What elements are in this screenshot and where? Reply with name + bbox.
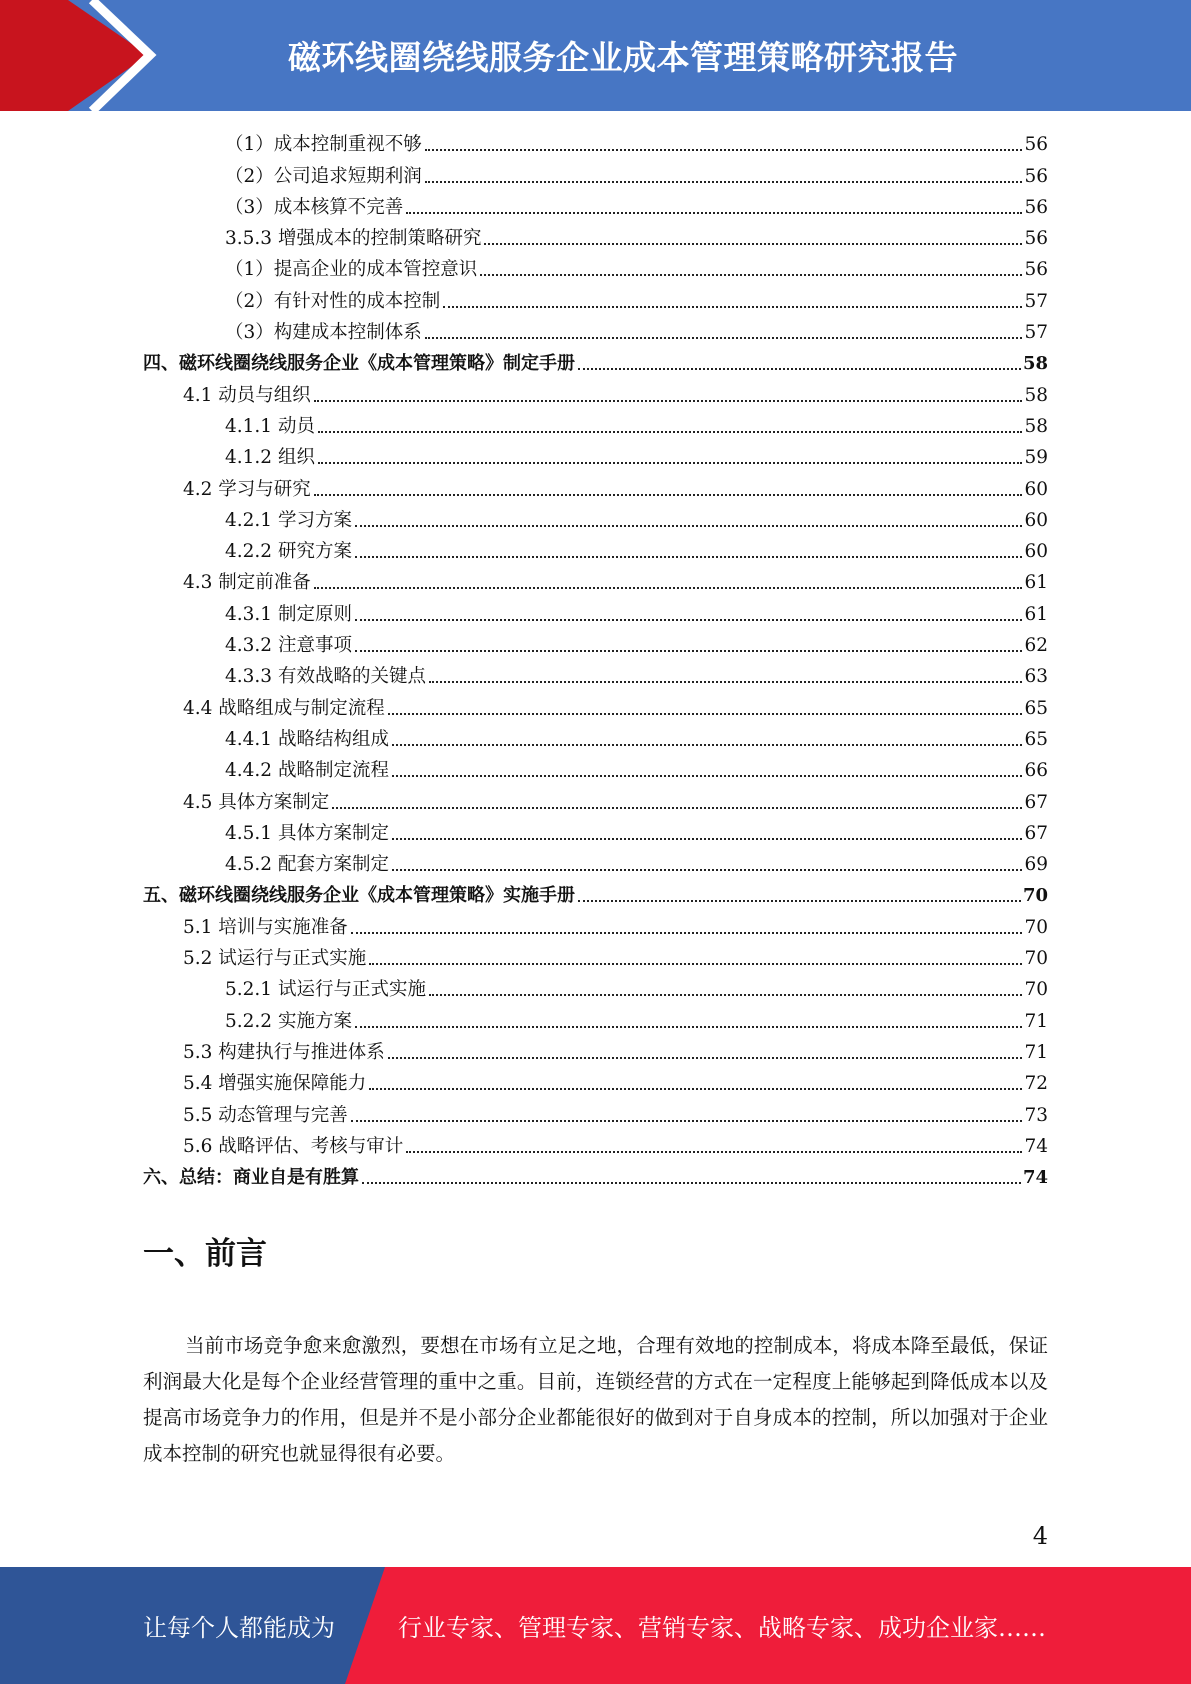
toc-entry[interactable] <box>143 347 1048 378</box>
toc-entry-title: 5.2 试运行与正式实施 <box>183 948 367 970</box>
toc-leader-dots <box>429 994 1022 996</box>
toc-leader-dots <box>369 1088 1022 1090</box>
toc-entry-title: 4.3.2 注意事项 <box>225 635 352 657</box>
toc-entry-title: （1）成本控制重视不够 <box>225 134 422 156</box>
toc-leader-dots <box>355 1026 1023 1028</box>
toc-entry[interactable] <box>143 785 1048 816</box>
toc-leader-dots <box>429 681 1022 683</box>
toc-entry-page: 62 <box>1024 635 1048 657</box>
toc-entry-page: 70 <box>1024 948 1048 970</box>
toc-entry-title: 4.2.2 研究方案 <box>225 541 352 563</box>
toc-entry-title: 5.6 战略评估、考核与审计 <box>183 1135 404 1157</box>
toc-entry-page: 73 <box>1024 1104 1048 1126</box>
section-heading: 一、前言 <box>143 1236 267 1272</box>
toc-entry-title: 4.2 学习与研究 <box>183 478 311 500</box>
toc-entry-page: 65 <box>1024 697 1048 719</box>
toc-entry-title: 5.1 培训与实施准备 <box>183 916 348 938</box>
toc-leader-dots <box>332 807 1022 809</box>
toc-entry-title: 4.2.1 学习方案 <box>225 509 352 531</box>
toc-entry-title: （3）构建成本控制体系 <box>225 322 422 344</box>
toc-entry-title: 4.3 制定前准备 <box>183 572 311 594</box>
toc-entry-page: 63 <box>1024 666 1048 688</box>
toc-entry-page: 66 <box>1024 760 1048 782</box>
toc-entry-title: （3）成本核算不完善 <box>225 196 404 218</box>
toc-entry[interactable] <box>143 222 1048 253</box>
toc-leader-dots <box>369 963 1022 965</box>
toc-entry[interactable] <box>143 1098 1048 1129</box>
toc-leader-dots <box>314 400 1023 402</box>
toc-entry-title: 五、磁环线圈绕线服务企业《成本管理策略》实施手册 <box>143 885 575 907</box>
toc-leader-dots <box>392 838 1022 840</box>
toc-entry-page: 60 <box>1024 478 1048 500</box>
page-number: 4 <box>1032 1522 1048 1550</box>
page-header <box>0 0 1191 111</box>
toc-entry-title: （2）公司追求短期利润 <box>225 165 422 187</box>
toc-entry[interactable] <box>143 723 1048 754</box>
toc-entry-title: （1）提高企业的成本管控意识 <box>225 259 478 281</box>
toc-leader-dots <box>351 932 1023 934</box>
toc-entry-page: 58 <box>1024 415 1048 437</box>
toc-entry-page: 74 <box>1022 1167 1048 1189</box>
toc-entry-title: 5.5 动态管理与完善 <box>183 1104 348 1126</box>
toc-entry[interactable] <box>143 973 1048 1004</box>
toc-entry[interactable] <box>143 1161 1048 1192</box>
toc-entry[interactable] <box>143 848 1048 879</box>
toc-entry-page: 59 <box>1024 447 1048 469</box>
toc-entry-page: 69 <box>1024 854 1048 876</box>
toc-leader-dots <box>318 431 1023 433</box>
toc-entry-title: 4.1.2 组织 <box>225 447 315 469</box>
toc-leader-dots <box>443 306 1022 308</box>
toc-leader-dots <box>392 744 1022 746</box>
toc-leader-dots <box>388 713 1023 715</box>
toc-entry-page: 56 <box>1024 259 1048 281</box>
toc-entry-title: 3.5.3 增强成本的控制策略研究 <box>225 228 482 250</box>
toc-entry[interactable] <box>143 566 1048 597</box>
toc-entry[interactable] <box>143 535 1048 566</box>
toc-entry-page: 56 <box>1024 228 1048 250</box>
toc-entry-title: 4.1 动员与组织 <box>183 384 311 406</box>
toc-entry-title: 4.5 具体方案制定 <box>183 791 330 813</box>
toc-leader-dots <box>425 337 1023 339</box>
toc-entry-page: 58 <box>1022 353 1048 375</box>
toc-entry[interactable] <box>143 1067 1048 1098</box>
toc-leader-dots <box>355 650 1023 652</box>
body-paragraph: 当前市场竞争愈来愈激烈，要想在市场有立足之地，合理有效地的控制成本，将成本降至最低，保证利润最大化是每个企业经营管理的重中之重。目前，连锁经营的方式在一定程度上能够起到降低成本以及提高市场竞争力的作用，但是并不是小部分企业都能很好的做到对于自身成本的控制，所以加强对于企业成本控制的研究也就显得很有必要。 <box>143 1334 1048 1465</box>
toc-entry[interactable] <box>143 504 1048 535</box>
toc-entry-page: 56 <box>1024 196 1048 218</box>
toc-entry-title: 4.4.2 战略制定流程 <box>225 760 389 782</box>
toc-entry[interactable] <box>143 817 1048 848</box>
toc-entry[interactable] <box>143 441 1048 472</box>
toc-entry-page: 60 <box>1024 509 1048 531</box>
toc-entry-page: 58 <box>1024 384 1048 406</box>
toc-entry-title: 5.2.1 试运行与正式实施 <box>225 979 426 1001</box>
toc-entry-title: 4.5.2 配套方案制定 <box>225 854 389 876</box>
toc-entry[interactable] <box>143 597 1048 628</box>
toc-leader-dots <box>406 1151 1022 1153</box>
toc-leader-dots <box>388 1057 1023 1059</box>
toc-leader-dots <box>355 525 1023 527</box>
toc-entry-title: 4.3.3 有效战略的关键点 <box>225 666 426 688</box>
toc-entry-page: 67 <box>1024 822 1048 844</box>
toc-entry-page: 67 <box>1024 791 1048 813</box>
toc-leader-dots <box>351 1120 1023 1122</box>
toc-leader-dots <box>392 775 1022 777</box>
toc-leader-dots <box>480 274 1022 276</box>
toc-leader-dots <box>425 181 1023 183</box>
toc-entry[interactable] <box>143 410 1048 441</box>
toc-leader-dots <box>578 368 1021 370</box>
toc-entry[interactable] <box>143 472 1048 503</box>
toc-entry-page: 70 <box>1024 916 1048 938</box>
toc-entry[interactable] <box>143 253 1048 284</box>
toc-entry-page: 70 <box>1024 979 1048 1001</box>
toc-entry[interactable] <box>143 1004 1048 1035</box>
toc-entry[interactable] <box>143 879 1048 910</box>
toc-entry-page: 57 <box>1024 290 1048 312</box>
toc-entry-page: 65 <box>1024 728 1048 750</box>
footer-slogan: 让每个人都能成为 <box>143 1614 335 1642</box>
toc-entry-page: 60 <box>1024 541 1048 563</box>
toc-entry-page: 71 <box>1024 1010 1048 1032</box>
toc-entry[interactable] <box>143 316 1048 347</box>
toc-leader-dots <box>318 462 1023 464</box>
toc-entry[interactable] <box>143 1130 1048 1161</box>
toc-entry[interactable] <box>143 754 1048 785</box>
toc-leader-dots <box>578 900 1021 902</box>
toc-entry[interactable] <box>143 629 1048 660</box>
footer-roles: 行业专家、管理专家、营销专家、战略专家、成功企业家…… <box>398 1614 1046 1642</box>
toc-entry-title: 5.2.2 实施方案 <box>225 1010 352 1032</box>
toc-entry[interactable] <box>143 910 1048 941</box>
toc-leader-dots <box>392 869 1022 871</box>
toc-leader-dots <box>314 494 1023 496</box>
toc-entry-title: 4.4 战略组成与制定流程 <box>183 697 385 719</box>
toc-entry[interactable] <box>143 159 1048 190</box>
toc-entry[interactable] <box>143 191 1048 222</box>
toc-entry-page: 72 <box>1024 1073 1048 1095</box>
page-footer <box>0 1567 1191 1684</box>
toc-entry[interactable] <box>143 128 1048 159</box>
toc-leader-dots <box>355 556 1023 558</box>
toc-entry-page: 74 <box>1024 1135 1048 1157</box>
toc-entry-page: 61 <box>1024 603 1048 625</box>
toc-entry-title: （2）有针对性的成本控制 <box>225 290 441 312</box>
toc-entry[interactable] <box>143 660 1048 691</box>
toc-entry-page: 56 <box>1024 165 1048 187</box>
toc-entry-page: 71 <box>1024 1041 1048 1063</box>
toc-entry-title: 5.4 增强实施保障能力 <box>183 1073 367 1095</box>
toc-entry-title: 4.5.1 具体方案制定 <box>225 822 389 844</box>
toc-entry-title: 5.3 构建执行与推进体系 <box>183 1041 385 1063</box>
toc-entry-title: 四、磁环线圈绕线服务企业《成本管理策略》制定手册 <box>143 353 575 375</box>
toc-leader-dots <box>406 212 1022 214</box>
document-title: 磁环线圈绕线服务企业成本管理策略研究报告 <box>288 38 958 77</box>
toc-leader-dots <box>484 243 1022 245</box>
toc-entry-page: 56 <box>1024 134 1048 156</box>
toc-entry[interactable] <box>143 942 1048 973</box>
toc-leader-dots <box>355 619 1023 621</box>
toc-entry-title: 六、总结：商业自是有胜算 <box>143 1167 359 1189</box>
toc-entry-page: 70 <box>1022 885 1048 907</box>
toc-leader-dots <box>425 149 1023 151</box>
toc-entry-title: 4.1.1 动员 <box>225 415 315 437</box>
toc-leader-dots <box>314 587 1023 589</box>
toc-entry[interactable] <box>143 284 1048 315</box>
table-of-contents <box>143 128 1048 1192</box>
toc-leader-dots <box>362 1182 1021 1184</box>
toc-entry-title: 4.3.1 制定原则 <box>225 603 352 625</box>
toc-entry-page: 61 <box>1024 572 1048 594</box>
toc-entry[interactable] <box>143 378 1048 409</box>
toc-entry-title: 4.4.1 战略结构组成 <box>225 728 389 750</box>
toc-entry[interactable] <box>143 691 1048 722</box>
toc-entry-page: 57 <box>1024 322 1048 344</box>
toc-entry[interactable] <box>143 1036 1048 1067</box>
